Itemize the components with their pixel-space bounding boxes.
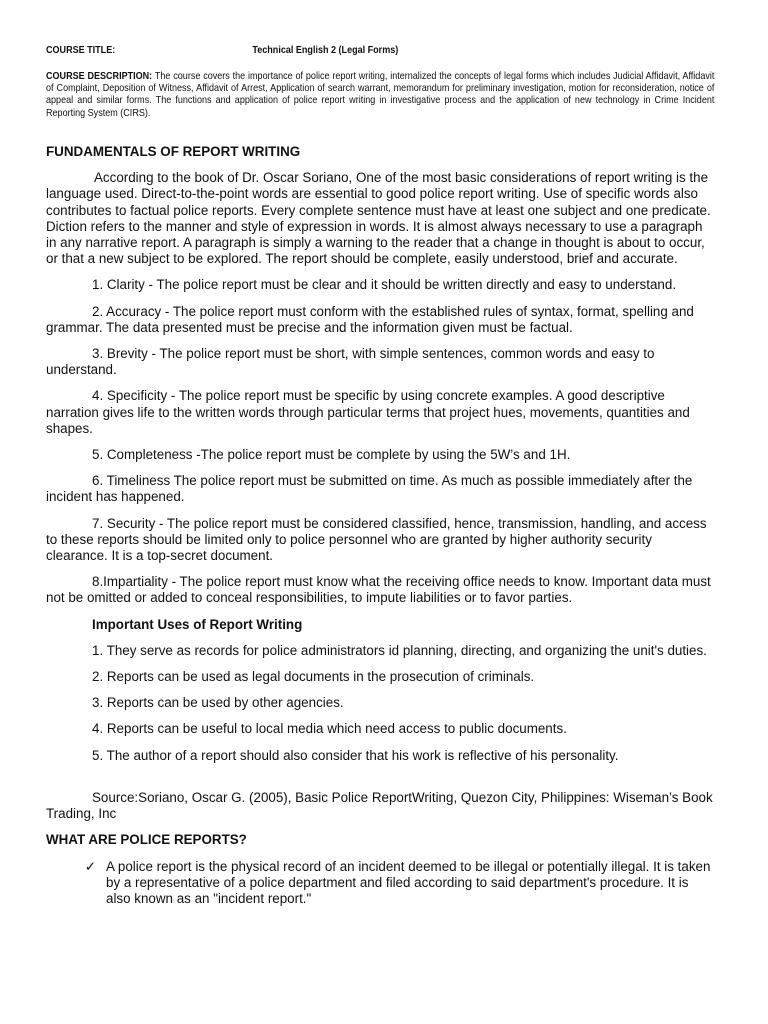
list-item: 8.Impartiality - The police report must know what the receiving office needs to know. Important data must not be omitted or added to conceal responsibilities, to impute liabilities or to favor parties. — [46, 574, 711, 606]
course-description-text: The course covers the importance of police report writing, internalized the concepts of legal forms which includes Judicial Affidavit, Affidavit of Complaint, Deposition of Witness, Affidavit of Arrest, Application of search warrant, memorandum for preliminary investigation, motion for reconsideration, notice of appeal and similar forms. The functions and application of police report writing in investigative process and the application of new technology in Crime Incident Reporting System (CIRS). — [46, 70, 715, 119]
uses-list-item: 3. Reports can be used by other agencies. — [92, 695, 344, 711]
list-item: 7. Security - The police report must be considered classified, hence, transmission, handling, and access to these reports should be limited only to police personnel who are granted by higher authority security clearance. It is a top-secret document. — [46, 515, 707, 564]
intro-paragraph: According to the book of Dr. Oscar Soriano, One of the most basic considerations of report writing is the language used. Direct-to-the-point words are essential to good police report writing. Use of specific words also contributes to factual police reports. Every complete sentence must have at least one subject and one predicate. Diction refers to the manner and style of expression in words. It is almost always necessary to use a paragraph in any narrative report. A paragraph is simply a warning to the reader that a change in thought is about to occur, or that a new subject to be explored. The report should be complete, easily understood, brief and accurate. — [46, 170, 711, 267]
bullet-item — [46, 859, 716, 908]
uses-list-item: 1. They serve as records for police administrators id planning, directing, and organizing the unit's duties. — [92, 642, 707, 658]
list-item: 1. Clarity - The police report must be clear and it should be written directly and easy to understand. — [92, 277, 677, 293]
list-item: 4. Specificity - The police report must be specific by using concrete examples. A good descriptive narration gives life to the written words through particular terms that project hues, movements, quantities and shapes. — [46, 388, 690, 436]
document-page — [46, 44, 716, 906]
list-item: 5. Completeness -The police report must be complete by using the 5W’s and 1H. — [92, 447, 571, 463]
uses-list-item: 4. Reports can be useful to local media which need access to public documents. — [92, 721, 567, 737]
uses-list-item: 2. Reports can be used as legal documents in the prosecution of criminals. — [92, 669, 535, 685]
bullet-text: A police report is the physical record of an incident deemed to be illegal or potentially illegal. It is taken by a representative of a police department and filed according to said department's procedure. It is also known as an "incident report." — [106, 858, 711, 906]
course-title-label: COURSE TITLE: — [46, 44, 116, 56]
section-heading-fundamentals: FUNDAMENTALS OF REPORT WRITING — [46, 144, 301, 159]
list-item: 2. Accuracy - The police report must conform with the established rules of syntax, format, spelling and grammar. The data presented must be precise and the information given must be factual. — [46, 303, 694, 335]
course-description — [46, 70, 714, 119]
section-heading-police-reports: WHAT ARE POLICE REPORTS? — [46, 832, 247, 848]
course-title-value: Technical English 2 (Legal Forms) — [252, 44, 399, 56]
uses-subheading: Important Uses of Report Writing — [92, 616, 303, 632]
uses-list-item: 5. The author of a report should also consider that his work is reflective of his personality. — [92, 747, 619, 763]
check-mark-icon: ✓ — [84, 858, 96, 874]
list-item: 3. Brevity - The police report must be short, with simple sentences, common words and easy to understand. — [46, 346, 655, 378]
main-content — [46, 144, 716, 915]
course-description-label: COURSE DESCRIPTION: — [46, 70, 153, 82]
list-item: 6. Timeliness The police report must be submitted on time. As much as possible immediately after the incident has happened. — [46, 473, 693, 505]
spacer — [46, 774, 716, 790]
course-title-row — [46, 44, 714, 56]
source-citation: Source:Soriano, Oscar G. (2005), Basic Police ReportWriting, Quezon City, Philippines: Wiseman’s Book Trading, Inc — [46, 789, 713, 822]
